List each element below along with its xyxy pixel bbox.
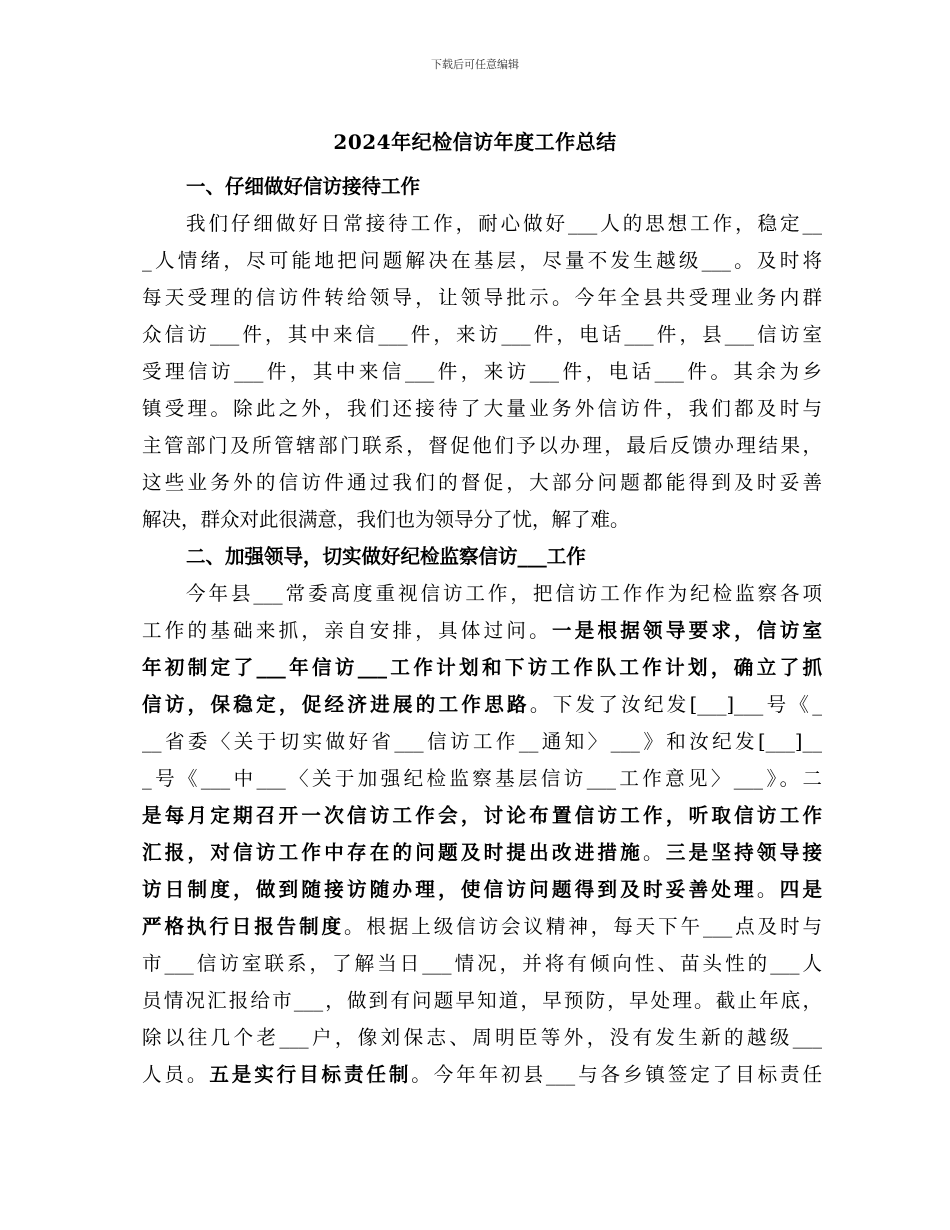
paragraph-line (142, 723, 822, 760)
text-segment: 人员。 (142, 1063, 210, 1086)
bold-text: 三是坚持领导接 (665, 841, 822, 864)
paragraph-line (142, 834, 822, 871)
paragraph-line (142, 1019, 822, 1056)
bold-text: 五是实行目标责任制 (209, 1063, 412, 1086)
paragraph-line (142, 279, 822, 316)
bold-text: 年初制定了___年信访___工作计划和下访工作队工作计划，确立了抓 (142, 656, 822, 679)
text-segment: 受理信访___件，其中来信___件，来访___件，电话___件。其余为乡 (142, 360, 822, 383)
paragraph-line (142, 242, 822, 279)
paragraph-line (142, 427, 822, 464)
text-segment: 。今年年初县___与各乡镇签定了目标责任 (411, 1063, 822, 1086)
bold-text: 严格执行日报告制度 (142, 915, 344, 938)
text-segment: _号《___中___〈关于加强纪检监察基层信访___工作意见〉___》。二 (142, 767, 822, 790)
text-segment: 今年县___常委高度重视信访工作，把信访工作作为纪检监察各项 (186, 582, 822, 605)
bold-text: 一是根据领导要求，信访室 (551, 619, 822, 642)
text-segment: 市___信访室联系，了解当日___情况，并将有倾向性、苗头性的___人 (142, 952, 822, 975)
text-segment: 主管部门及所管辖部门联系，督促他们予以办理，最后反馈办理结果， (142, 434, 822, 457)
bold-text: 访日制度，做到随接访随办理，使信访问题得到及时妥善处理 (142, 878, 757, 901)
paragraph-line (142, 871, 822, 908)
paragraph-line (142, 612, 822, 649)
text-segment: 解决，群众对此很满意，我们也为领导分了忧，解了难。 (142, 508, 630, 531)
text-segment: 除以往几个老___户，像刘保志、周明臣等外，没有发生新的越级___ (142, 1026, 822, 1049)
paragraph-line (142, 205, 822, 242)
bold-text: 一、仔细做好信访接待工作 (186, 175, 421, 198)
paragraph-line (142, 982, 822, 1019)
paragraph-line (142, 501, 822, 538)
text-segment: 我们仔细做好日常接待工作，耐心做好___人的思想工作，稳定__ (186, 212, 822, 235)
paragraph-line (142, 390, 822, 427)
text-segment: 镇受理。除此之外，我们还接待了大量业务外信访件，我们都及时与 (142, 397, 822, 420)
header-note: 下载后可任意编辑 (431, 58, 519, 71)
bold-text: 是每月定期召开一次信访工作会，讨论布置信访工作，听取信访工作 (142, 804, 822, 827)
text-segment: __省委〈关于切实做好省___信访工作__通知〉___》和汝纪发[___]__ (142, 730, 822, 753)
paragraph-line (142, 797, 822, 834)
paragraph-line (142, 575, 822, 612)
text-segment: 员情况汇报给市___，做到有问题早知道，早预防，早处理。截止年底， (142, 989, 822, 1012)
paragraph-line (142, 1056, 822, 1093)
document-title: 2024年纪检信访年度工作总结 (333, 130, 617, 154)
paragraph-line (142, 760, 822, 797)
text-segment: 工作的基础来抓，亲自安排，具体过问。 (142, 619, 552, 642)
paragraph-line (142, 649, 822, 686)
paragraph-line (142, 464, 822, 501)
bold-text: 二、加强领导，切实做好纪检监察信访___工作 (186, 545, 586, 568)
paragraph-line (142, 686, 822, 723)
text-segment: _人情绪，尽可能地把问题解决在基层，尽量不发生越级___。及时将 (142, 249, 822, 272)
section-heading (142, 168, 822, 205)
bold-text: 汇报，对信访工作中存在的问题及时提出改进措施 (142, 841, 644, 864)
bold-text: 信访，保稳定，促经济进展的工作思路 (142, 693, 530, 716)
text-segment: 。 (643, 841, 666, 864)
paragraph-line (142, 353, 822, 390)
paragraph-line (142, 316, 822, 353)
paragraph-line (142, 945, 822, 982)
text-segment: 。根据上级信访会议精神，每天下午___点及时与 (343, 915, 822, 938)
text-segment: 这些业务外的信访件通过我们的督促，大部分问题都能得到及时妥善 (142, 471, 822, 494)
section-heading (142, 538, 822, 575)
text-segment: 。 (756, 878, 780, 901)
text-segment: 每天受理的信访件转给领导，让领导批示。今年全县共受理业务内群 (142, 286, 822, 309)
text-segment: 众信访___件，其中来信___件，来访___件，电话___件，县___信访室 (142, 323, 822, 346)
paragraph-line (142, 908, 822, 945)
bold-text: 四是 (779, 878, 822, 901)
text-segment: 。下发了汝纪发[___]___号《_ (529, 693, 822, 716)
document-body (142, 168, 822, 1093)
